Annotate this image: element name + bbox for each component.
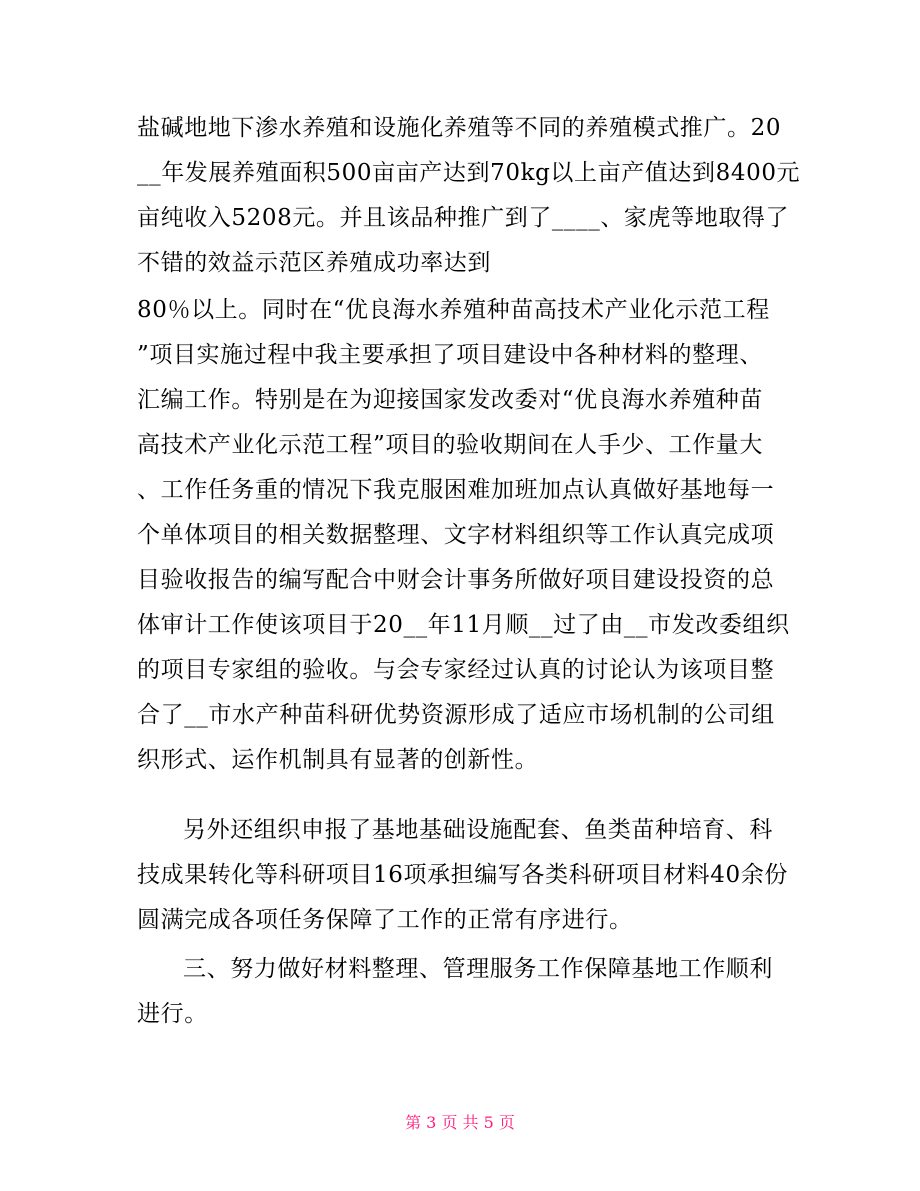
body-text-line: 盐碱地地下渗水养殖和设施化养殖等不同的养殖模式推广。20 bbox=[137, 115, 782, 141]
body-text-line: 不错的效益示范区养殖成功率达到 bbox=[137, 250, 491, 276]
body-text-line: 技成果转化等科研项目16项承担编写各类科研项目材料40余份 bbox=[137, 862, 788, 888]
body-text-line: 另外还组织申报了基地基础设施配套、鱼类苗种培育、科 bbox=[183, 817, 773, 843]
body-text-line: 合了__市水产种苗科研优势资源形成了适应市场机制的公司组 bbox=[137, 702, 775, 728]
body-text-line: 个单体项目的相关数据整理、文字材料组织等工作认真完成项 bbox=[137, 522, 775, 548]
body-text-line: 高技术产业化示范工程”项目的验收期间在人手少、工作量大 bbox=[137, 432, 763, 458]
page-number-footer: 第 3 页 共 5 页 bbox=[405, 1113, 515, 1132]
body-text-line: ”项目实施过程中我主要承担了项目建设中各种材料的整理、 bbox=[137, 342, 763, 368]
body-text-line: 体审计工作使该项目于20__年11月顺__过了由__市发改委组织 bbox=[137, 612, 790, 638]
body-text-line: 圆满完成各项任务保障了工作的正常有序进行。 bbox=[137, 907, 633, 933]
body-text-line: 80％以上。同时在“优良海水养殖种苗高技术产业化示范工程 bbox=[137, 297, 770, 323]
body-text-line: 汇编工作。特别是在为迎接国家发改委对“优良海水养殖种苗 bbox=[137, 387, 763, 413]
body-text-line: __年发展养殖面积500亩亩产达到70kg以上亩产值达到8400元 bbox=[137, 160, 801, 186]
body-text-line: 目验收报告的编写配合中财会计事务所做好项目建设投资的总 bbox=[137, 567, 775, 593]
body-text-line: 织形式、运作机制具有显著的创新性。 bbox=[137, 747, 539, 773]
section-heading-line: 进行。 bbox=[137, 1001, 208, 1027]
body-text-line: 、工作任务重的情况下我克服困难加班加点认真做好基地每一 bbox=[137, 477, 775, 503]
body-text-line: 亩纯收入5208元。并且该品种推广到了____、家虎等地取得了 bbox=[137, 205, 790, 231]
section-heading-line: 三、努力做好材料整理、管理服务工作保障基地工作顺利 bbox=[183, 956, 773, 982]
body-text-line: 的项目专家组的验收。与会专家经过认真的讨论认为该项目整 bbox=[137, 657, 775, 683]
